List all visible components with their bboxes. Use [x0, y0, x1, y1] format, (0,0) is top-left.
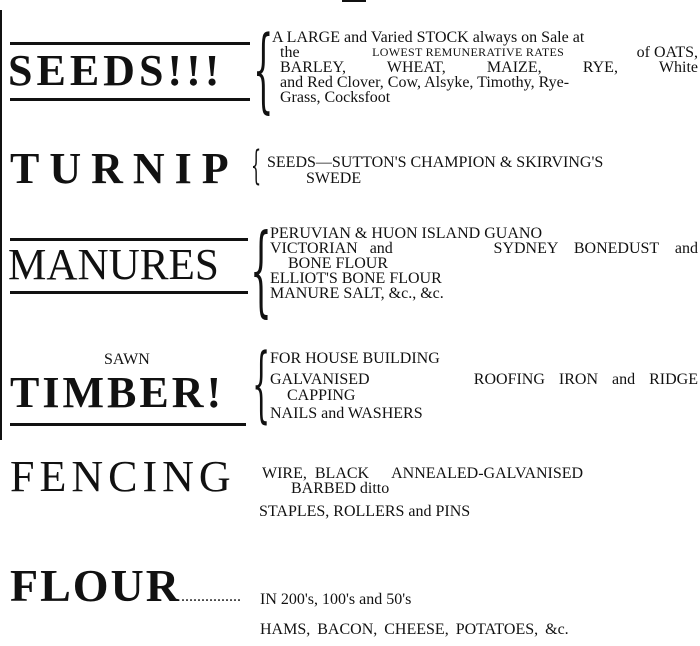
seeds-rule-top [10, 42, 250, 45]
top-rule [342, 0, 366, 2]
flour-heading [10, 560, 241, 623]
flour-line-1: IN 200's, 100's and 50's [260, 591, 412, 608]
manures-line-5: MANURE SALT, &c., &c. [270, 285, 444, 302]
fencing-line-1b: ANNEALED-GALVANISED [391, 465, 584, 482]
manures-brace: { [250, 214, 272, 328]
manures-line-4: ELLIOT'S BONE FLOUR [270, 270, 442, 287]
seeds-line-2 [280, 45, 698, 60]
seeds-line-1: A LARGE and Varied STOCK always on Sale at [272, 29, 585, 46]
fencing-line-1 [262, 466, 583, 481]
seeds-heading: SEEDS!!! [8, 46, 224, 95]
timber-line-4: NAILS and WASHERS [270, 405, 423, 422]
manures-rule-bottom [10, 291, 248, 294]
timber-brace: { [252, 337, 271, 432]
seeds-line-5: Grass, Cocksfoot [280, 89, 391, 106]
timber-line-3: CAPPING [287, 387, 356, 404]
fencing-line-1a: WIRE, BLACK [262, 465, 370, 482]
manures-line-3: BONE FLOUR [288, 255, 389, 272]
fencing-line-3: STAPLES, ROLLERS and PINS [259, 503, 471, 520]
fencing-line-2: BARBED ditto [291, 480, 390, 497]
manures-heading: MANURES [8, 240, 219, 289]
seeds-line-3: BARLEY, WHEAT, MAIZE, RYE, White [280, 59, 698, 76]
seeds-line-2a: the [280, 44, 300, 61]
timber-line-2b: ROOFING IRON and RIDGE [473, 371, 698, 388]
seeds-brace: { [253, 16, 274, 123]
seeds-line-4: and Red Clover, Cow, Alsyke, Timothy, Rye- [280, 74, 570, 91]
seeds-line-2b: LOWEST REMUNERATIVE RATES [372, 45, 565, 59]
flour-line-2: HAMS, BACON, CHEESE, POTATOES, &c. [260, 621, 569, 638]
manures-line-2 [270, 241, 698, 256]
timber-line-2 [270, 372, 698, 387]
timber-rule-bottom [10, 423, 246, 426]
flour-heading-text: FLOUR [10, 560, 181, 611]
fencing-heading: FENCING [10, 452, 236, 501]
turnip-line-2: SWEDE [306, 170, 362, 187]
timber-line-1: FOR HOUSE BUILDING [270, 350, 440, 367]
seeds-rule-bottom [10, 98, 250, 101]
manures-line-2b: SYDNEY BONEDUST and [493, 240, 698, 257]
left-border [0, 10, 2, 440]
manures-line-2a: VICTORIAN and [270, 240, 393, 257]
flour-leader-dots: ............... [181, 588, 241, 605]
turnip-heading: TURNIP [10, 144, 239, 193]
manures-line-1: PERUVIAN & HUON ISLAND GUANO [270, 225, 542, 242]
timber-heading: TIMBER! [10, 368, 225, 417]
turnip-brace: { [251, 143, 262, 189]
timber-sawn: SAWN [104, 351, 150, 368]
timber-line-2a: GALVANISED [270, 371, 370, 388]
turnip-line-1: SEEDS—SUTTON'S CHAMPION & SKIRVING'S [267, 154, 604, 171]
seeds-line-2c: of OATS, [636, 44, 698, 61]
